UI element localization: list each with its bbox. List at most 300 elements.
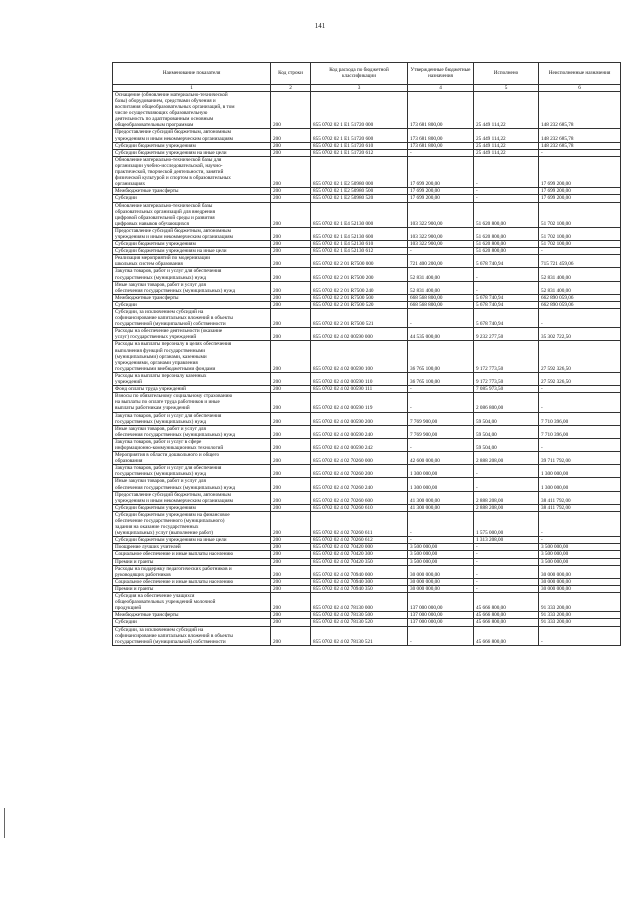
row-name: Расходы на обеспечение деятельности (оказание услуг) государственных учреждений: [113, 328, 271, 341]
row-approved-amount: 41 300 000,00: [408, 491, 474, 504]
row-unexecuted-amount: -: [539, 393, 621, 412]
row-classification-code: 855 0702 02 4 02 00590 100: [311, 341, 408, 372]
row-executed-amount: 1 313 208,00: [474, 537, 539, 544]
row-classification-code: 855 0702 02 4 02 00590 240: [311, 425, 408, 438]
row-name: Социальное обеспечение и иные выплаты населению: [113, 551, 271, 558]
row-unexecuted-amount: 51 702 100,00: [539, 202, 621, 227]
table-row: [113, 393, 621, 412]
row-approved-amount: -: [408, 248, 474, 255]
table-row: [113, 504, 621, 511]
row-classification-code: 855 0702 02 1 E4 52130 612: [311, 248, 408, 255]
row-name: Закупка товаров, работ и услуг для обеспечения государственных (муниципальных) нужд: [113, 465, 271, 478]
row-unexecuted-amount: -: [539, 386, 621, 393]
column-number: 6: [539, 84, 621, 91]
table-row: [113, 452, 621, 465]
row-executed-amount: -: [474, 195, 539, 202]
row-executed-amount: 51 620 800,00: [474, 202, 539, 227]
row-code: 200: [271, 188, 311, 195]
row-code: 200: [271, 558, 311, 565]
row-classification-code: 855 0702 02 1 E1 51720 612: [311, 149, 408, 156]
row-unexecuted-amount: -: [539, 511, 621, 536]
row-unexecuted-amount: -: [539, 438, 621, 451]
row-name: Поощрение лучших учителей: [113, 544, 271, 551]
row-code: 200: [271, 504, 311, 511]
row-name: Межбюджетные трансферты: [113, 612, 271, 619]
row-code: 200: [271, 372, 311, 385]
row-code: 200: [271, 465, 311, 478]
table-row: [113, 619, 621, 626]
row-classification-code: 855 0702 02 4 02 00590 200: [311, 412, 408, 425]
table-row: [113, 341, 621, 372]
row-unexecuted-amount: 39 711 792,00: [539, 452, 621, 465]
row-classification-code: 855 0702 02 4 02 70940 350: [311, 585, 408, 592]
table-row: [113, 281, 621, 294]
row-unexecuted-amount: 3 500 000,00: [539, 558, 621, 565]
row-unexecuted-amount: 35 302 722,50: [539, 328, 621, 341]
row-approved-amount: -: [408, 149, 474, 156]
table-row: [113, 309, 621, 328]
row-executed-amount: 45 666 800,00: [474, 612, 539, 619]
row-classification-code: 855 0702 02 4 02 78130 500: [311, 612, 408, 619]
row-unexecuted-amount: 148 232 685,78: [539, 142, 621, 149]
row-name: Субсидии, за исключением субсидий на софинансирование капитальных вложений в объекты государственной (муниципальной) собственности: [113, 626, 271, 645]
row-classification-code: 855 0702 02 4 02 78130 521: [311, 626, 408, 645]
row-executed-amount: -: [474, 565, 539, 578]
row-approved-amount: 7 769 900,00: [408, 412, 474, 425]
row-name: Субсидии бюджетным учреждениям на иные цели: [113, 537, 271, 544]
row-executed-amount: 5 678 740,94: [474, 301, 539, 308]
table-row: [113, 511, 621, 536]
column-number: 4: [408, 84, 474, 91]
row-unexecuted-amount: 148 232 685,78: [539, 129, 621, 142]
row-classification-code: 855 0702 02 4 02 70940 300: [311, 578, 408, 585]
row-classification-code: 855 0702 02 4 02 70260 240: [311, 478, 408, 491]
table-row: [113, 301, 621, 308]
row-approved-amount: 30 000 000,00: [408, 578, 474, 585]
row-classification-code: 855 0702 02 4 02 70260 611: [311, 511, 408, 536]
table-row: [113, 202, 621, 227]
table-row: [113, 188, 621, 195]
row-unexecuted-amount: 7 710 396,00: [539, 412, 621, 425]
row-name: Субсидии бюджетным учреждениям: [113, 504, 271, 511]
row-unexecuted-amount: 51 702 100,00: [539, 227, 621, 240]
row-unexecuted-amount: 38 411 792,00: [539, 491, 621, 504]
row-classification-code: 855 0702 02 1 E2 50980 520: [311, 195, 408, 202]
table-row: [113, 142, 621, 149]
row-unexecuted-amount: 52 831 400,00: [539, 281, 621, 294]
row-classification-code: 855 0702 02 4 02 70260 612: [311, 537, 408, 544]
row-name: Мероприятия в области дошкольного и общего образования: [113, 452, 271, 465]
row-classification-code: 855 0702 02 4 02 00590 110: [311, 372, 408, 385]
row-classification-code: 855 0702 02 2 01 R7500 240: [311, 281, 408, 294]
table-row: [113, 585, 621, 592]
row-code: 200: [271, 149, 311, 156]
row-code: 200: [271, 386, 311, 393]
table-row: [113, 268, 621, 281]
row-approved-amount: -: [408, 511, 474, 536]
row-approved-amount: 668 568 800,00: [408, 301, 474, 308]
row-executed-amount: 45 666 800,00: [474, 619, 539, 626]
row-name: Межбюджетные трансферты: [113, 188, 271, 195]
row-unexecuted-amount: 91 333 200,00: [539, 612, 621, 619]
row-executed-amount: 51 620 800,00: [474, 227, 539, 240]
row-classification-code: 855 0702 02 1 E2 50980 000: [311, 156, 408, 187]
row-approved-amount: 44 535 000,00: [408, 328, 474, 341]
row-classification-code: 855 0702 02 4 02 78130 000: [311, 593, 408, 612]
row-classification-code: 855 0702 02 4 02 70420 300: [311, 551, 408, 558]
row-name: Межбюджетные трансферты: [113, 294, 271, 301]
row-executed-amount: 9 172 773,50: [474, 372, 539, 385]
row-code: 200: [271, 309, 311, 328]
row-executed-amount: 25 449 114,22: [474, 149, 539, 156]
row-classification-code: 855 0702 02 4 02 70420 000: [311, 544, 408, 551]
row-code: 200: [271, 478, 311, 491]
row-unexecuted-amount: 662 890 059,06: [539, 301, 621, 308]
row-approved-amount: 30 000 000,00: [408, 585, 474, 592]
row-classification-code: 855 0702 02 1 E1 51720 600: [311, 129, 408, 142]
row-name: Оснащение (обновление материально-технической базы) оборудованием, средствами обучения и воспитания общеобразовательных организаций, в том числе осуществляющих образовательную деятельность по адаптированным основным общеобразовательным программам: [113, 91, 271, 129]
row-name: Закупка товаров, работ и услуг для обеспечения государственных (муниципальных) нужд: [113, 412, 271, 425]
row-approved-amount: 17 699 200,00: [408, 188, 474, 195]
row-name: Социальное обеспечение и иные выплаты населению: [113, 578, 271, 585]
row-code: 200: [271, 544, 311, 551]
row-classification-code: 855 0702 02 4 02 70940 000: [311, 565, 408, 578]
row-executed-amount: -: [474, 478, 539, 491]
table-row: [113, 372, 621, 385]
row-code: 200: [271, 227, 311, 240]
header-approved: Утвержденные бюджетные назначения: [408, 63, 474, 85]
row-executed-amount: 5 678 740,94: [474, 255, 539, 268]
row-executed-amount: 2 888 208,00: [474, 491, 539, 504]
table-row: [113, 612, 621, 619]
row-unexecuted-amount: 3 500 000,00: [539, 544, 621, 551]
row-executed-amount: 59 504,00: [474, 412, 539, 425]
row-unexecuted-amount: -: [539, 149, 621, 156]
row-code: 200: [271, 412, 311, 425]
row-executed-amount: -: [474, 188, 539, 195]
table-row: [113, 328, 621, 341]
row-name: Закупка товаров, работ и услуг для обеспечения государственных (муниципальных) нужд: [113, 268, 271, 281]
row-name: Субсидии бюджетным учреждениям на финансовое обеспечение государственного (муниципального) задания на оказание государственных (муниципальных) услуг (выполнение работ): [113, 511, 271, 536]
row-approved-amount: 7 769 900,00: [408, 425, 474, 438]
row-code: 200: [271, 438, 311, 451]
row-classification-code: 855 0702 02 1 E1 51720 000: [311, 91, 408, 129]
row-approved-amount: -: [408, 626, 474, 645]
row-approved-amount: 3 500 000,00: [408, 558, 474, 565]
table-row: [113, 248, 621, 255]
budget-execution-table: [112, 62, 621, 646]
row-name: Фонд оплаты труда учреждений: [113, 386, 271, 393]
row-approved-amount: 52 831 400,00: [408, 281, 474, 294]
header-unexecuted: Неисполненные назначения: [539, 63, 621, 85]
table-row: [113, 294, 621, 301]
row-name: Иные закупки товаров, работ и услуг для обеспечения государственных (муниципальных) нужд: [113, 425, 271, 438]
row-name: Предоставление субсидий бюджетным, автономным учреждениям и иным некоммерческим организациям: [113, 227, 271, 240]
row-name: Предоставление субсидий бюджетным, автономным учреждениям и иным некоммерческим организациям: [113, 491, 271, 504]
row-unexecuted-amount: 27 592 326,50: [539, 372, 621, 385]
row-executed-amount: -: [474, 585, 539, 592]
table-row: [113, 565, 621, 578]
row-executed-amount: 7 085 973,50: [474, 386, 539, 393]
row-unexecuted-amount: 1 300 000,00: [539, 478, 621, 491]
column-number: 1: [113, 84, 271, 91]
margin-mark: [4, 808, 5, 838]
header-code: Код строки: [271, 63, 311, 85]
table-row: [113, 195, 621, 202]
row-code: 200: [271, 301, 311, 308]
row-approved-amount: 173 681 800,00: [408, 129, 474, 142]
row-code: 200: [271, 551, 311, 558]
row-classification-code: 855 0702 02 4 02 70420 350: [311, 558, 408, 565]
table-row: [113, 91, 621, 129]
table-row: [113, 578, 621, 585]
row-classification-code: 855 0702 02 4 02 70260 000: [311, 452, 408, 465]
row-classification-code: 855 0702 02 2 01 R7500 200: [311, 268, 408, 281]
row-approved-amount: 17 699 200,00: [408, 156, 474, 187]
row-name: Субсидии: [113, 301, 271, 308]
row-code: 200: [271, 248, 311, 255]
row-approved-amount: 721 400 200,00: [408, 255, 474, 268]
row-executed-amount: 45 666 800,00: [474, 593, 539, 612]
row-executed-amount: -: [474, 544, 539, 551]
row-unexecuted-amount: 662 890 059,06: [539, 294, 621, 301]
row-approved-amount: 17 699 200,00: [408, 195, 474, 202]
row-classification-code: 855 0702 02 4 02 70260 610: [311, 504, 408, 511]
row-unexecuted-amount: 17 699 200,00: [539, 195, 621, 202]
table-row: [113, 626, 621, 645]
row-code: 200: [271, 612, 311, 619]
row-name: Предоставление субсидий бюджетным, автономным учреждениям и иным некоммерческим организациям: [113, 129, 271, 142]
row-name: Взносы по обязательному социальному страхованию на выплаты по оплате труда работников и иные выплаты работникам учреждений: [113, 393, 271, 412]
page-number: 141: [314, 22, 326, 30]
row-classification-code: 855 0702 02 4 02 00590 111: [311, 386, 408, 393]
row-executed-amount: 51 620 800,00: [474, 248, 539, 255]
row-unexecuted-amount: 27 592 326,50: [539, 341, 621, 372]
row-name: Премии и гранты: [113, 585, 271, 592]
row-classification-code: 855 0702 02 1 E4 52130 000: [311, 202, 408, 227]
table-header-row: [113, 63, 621, 85]
row-approved-amount: 36 765 100,00: [408, 372, 474, 385]
table-row: [113, 478, 621, 491]
row-code: 200: [271, 281, 311, 294]
row-approved-amount: -: [408, 537, 474, 544]
row-unexecuted-amount: 51 702 100,00: [539, 241, 621, 248]
row-approved-amount: 30 000 000,00: [408, 565, 474, 578]
row-unexecuted-amount: 148 232 685,78: [539, 91, 621, 129]
row-unexecuted-amount: 91 333 200,00: [539, 619, 621, 626]
row-classification-code: 855 0702 02 4 02 00590 119: [311, 393, 408, 412]
row-approved-amount: 41 300 000,00: [408, 504, 474, 511]
row-name: Субсидии, за исключением субсидий на софинансирование капитальных вложений в объекты государственной (муниципальной) собственности: [113, 309, 271, 328]
row-name: Субсидии бюджетным учреждениям на иные цели: [113, 149, 271, 156]
row-executed-amount: 59 504,00: [474, 425, 539, 438]
row-approved-amount: -: [408, 386, 474, 393]
row-executed-amount: -: [474, 551, 539, 558]
row-unexecuted-amount: 91 333 200,00: [539, 593, 621, 612]
row-executed-amount: -: [474, 578, 539, 585]
row-code: 200: [271, 425, 311, 438]
row-approved-amount: 173 681 800,00: [408, 142, 474, 149]
row-approved-amount: 36 765 100,00: [408, 341, 474, 372]
row-unexecuted-amount: 38 411 792,00: [539, 504, 621, 511]
table-row: [113, 227, 621, 240]
column-number: 5: [474, 84, 539, 91]
table-row: [113, 149, 621, 156]
row-name: Премии и гранты: [113, 558, 271, 565]
row-name: Субсидии бюджетным учреждениям: [113, 241, 271, 248]
row-name: Иные закупки товаров, работ и услуг для обеспечения государственных (муниципальных) нужд: [113, 281, 271, 294]
row-classification-code: 855 0702 02 2 01 R7500 000: [311, 255, 408, 268]
row-executed-amount: 9 172 773,50: [474, 341, 539, 372]
row-name: Обновление материально-технической базы для организации учебно-исследовательской, научно- практической, творческой деятельности, занятий физической культурой и спортом в образовательных организациях: [113, 156, 271, 187]
row-unexecuted-amount: 30 000 000,00: [539, 565, 621, 578]
row-approved-amount: 3 500 000,00: [408, 544, 474, 551]
row-unexecuted-amount: 17 699 200,00: [539, 188, 621, 195]
row-executed-amount: -: [474, 558, 539, 565]
row-unexecuted-amount: 3 500 000,00: [539, 551, 621, 558]
row-name: Расходы на выплаты персоналу в целях обеспечения выполнения функций государственными (муниципальными) органами, казенными учреждениями, органами управления государственными внебюджетными фондами: [113, 341, 271, 372]
row-executed-amount: 25 449 114,22: [474, 129, 539, 142]
row-approved-amount: 42 600 000,00: [408, 452, 474, 465]
row-unexecuted-amount: 30 000 000,00: [539, 585, 621, 592]
row-classification-code: 855 0702 02 2 01 R7500 521: [311, 309, 408, 328]
row-code: 200: [271, 294, 311, 301]
row-code: 200: [271, 593, 311, 612]
row-approved-amount: 137 000 000,00: [408, 612, 474, 619]
row-approved-amount: -: [408, 438, 474, 451]
row-unexecuted-amount: 7 710 396,00: [539, 425, 621, 438]
row-approved-amount: 3 500 000,00: [408, 551, 474, 558]
row-classification-code: 855 0702 02 4 02 78130 520: [311, 619, 408, 626]
row-name: Расходы на выплаты персоналу казенных учреждений: [113, 372, 271, 385]
row-executed-amount: 2 888 208,00: [474, 452, 539, 465]
table-row: [113, 156, 621, 187]
row-executed-amount: 45 666 800,00: [474, 626, 539, 645]
row-executed-amount: -: [474, 465, 539, 478]
header-classification: Код расхода по бюджетной классификации: [311, 63, 408, 85]
column-number: 2: [271, 84, 311, 91]
row-approved-amount: 1 300 000,00: [408, 465, 474, 478]
column-number-row: [113, 84, 621, 91]
row-executed-amount: 2 086 800,00: [474, 393, 539, 412]
row-code: 200: [271, 255, 311, 268]
row-executed-amount: 25 449 114,22: [474, 91, 539, 129]
row-name: Иные закупки товаров, работ и услуг для обеспечения государственных (муниципальных) нужд: [113, 478, 271, 491]
row-unexecuted-amount: -: [539, 309, 621, 328]
table-row: [113, 425, 621, 438]
row-executed-amount: 5 678 740,94: [474, 309, 539, 328]
row-code: 200: [271, 156, 311, 187]
row-code: 200: [271, 129, 311, 142]
row-code: 200: [271, 241, 311, 248]
row-executed-amount: 51 620 800,00: [474, 241, 539, 248]
row-code: 200: [271, 195, 311, 202]
row-executed-amount: 59 504,00: [474, 438, 539, 451]
row-name: Субсидии бюджетным учреждениям: [113, 142, 271, 149]
row-executed-amount: 25 449 114,22: [474, 142, 539, 149]
row-approved-amount: 137 000 000,00: [408, 593, 474, 612]
table-row: [113, 129, 621, 142]
table-row: [113, 491, 621, 504]
table-row: [113, 412, 621, 425]
row-name: Субсидии: [113, 619, 271, 626]
row-code: 200: [271, 585, 311, 592]
row-approved-amount: 103 322 900,00: [408, 227, 474, 240]
row-code: 200: [271, 341, 311, 372]
row-approved-amount: 103 322 900,00: [408, 241, 474, 248]
row-name: Субсидии бюджетным учреждениям на иные цели: [113, 248, 271, 255]
row-unexecuted-amount: 52 831 400,00: [539, 268, 621, 281]
row-approved-amount: 103 322 900,00: [408, 202, 474, 227]
row-classification-code: 855 0702 02 1 E4 52130 610: [311, 241, 408, 248]
table-row: [113, 593, 621, 612]
row-name: Обновление материально-технической базы образовательных организаций для внедрения цифровой образовательной среды и развития цифровых навыков обучающихся: [113, 202, 271, 227]
row-code: 200: [271, 511, 311, 536]
row-executed-amount: 2 888 208,00: [474, 504, 539, 511]
row-name: Расходы на поддержку педагогических работников и руководящих работников: [113, 565, 271, 578]
row-unexecuted-amount: 1 300 000,00: [539, 465, 621, 478]
header-name: Наименование показателя: [113, 63, 271, 85]
row-code: 200: [271, 626, 311, 645]
row-code: 200: [271, 328, 311, 341]
row-code: 200: [271, 452, 311, 465]
row-code: 200: [271, 565, 311, 578]
row-executed-amount: 1 575 000,00: [474, 511, 539, 536]
row-unexecuted-amount: -: [539, 248, 621, 255]
row-code: 200: [271, 91, 311, 129]
row-name: Субсидия на обеспечение учащихся общеобразовательных учреждений молочной продукцией: [113, 593, 271, 612]
table-row: [113, 438, 621, 451]
row-approved-amount: -: [408, 309, 474, 328]
row-approved-amount: 173 681 800,00: [408, 91, 474, 129]
row-classification-code: 855 0702 02 4 02 00590 242: [311, 438, 408, 451]
row-code: 200: [271, 393, 311, 412]
table-row: [113, 241, 621, 248]
table-row: [113, 537, 621, 544]
row-name: Закупка товаров, работ и услуг в сфере информационно-коммуникационных технологий: [113, 438, 271, 451]
row-unexecuted-amount: 17 699 200,00: [539, 156, 621, 187]
table-row: [113, 558, 621, 565]
row-classification-code: 855 0702 02 4 02 00590 000: [311, 328, 408, 341]
row-approved-amount: -: [408, 393, 474, 412]
table-row: [113, 551, 621, 558]
row-code: 200: [271, 202, 311, 227]
table-row: [113, 544, 621, 551]
row-classification-code: 855 0702 02 2 01 R7500 500: [311, 294, 408, 301]
row-code: 200: [271, 537, 311, 544]
row-code: 200: [271, 268, 311, 281]
row-classification-code: 855 0702 02 1 E4 52130 600: [311, 227, 408, 240]
row-name: Субсидии: [113, 195, 271, 202]
row-executed-amount: 9 232 277,50: [474, 328, 539, 341]
table-body: [113, 91, 621, 645]
row-approved-amount: 1 300 000,00: [408, 478, 474, 491]
table-row: [113, 386, 621, 393]
row-code: 200: [271, 578, 311, 585]
row-executed-amount: 5 678 740,94: [474, 294, 539, 301]
row-executed-amount: -: [474, 268, 539, 281]
row-classification-code: 855 0702 02 4 02 70260 600: [311, 491, 408, 504]
row-unexecuted-amount: -: [539, 626, 621, 645]
row-classification-code: 855 0702 02 1 E1 51720 610: [311, 142, 408, 149]
row-code: 200: [271, 491, 311, 504]
row-unexecuted-amount: -: [539, 537, 621, 544]
row-code: 200: [271, 619, 311, 626]
row-executed-amount: -: [474, 156, 539, 187]
row-unexecuted-amount: 715 721 459,06: [539, 255, 621, 268]
row-executed-amount: -: [474, 281, 539, 294]
row-classification-code: 855 0702 02 4 02 70260 200: [311, 465, 408, 478]
